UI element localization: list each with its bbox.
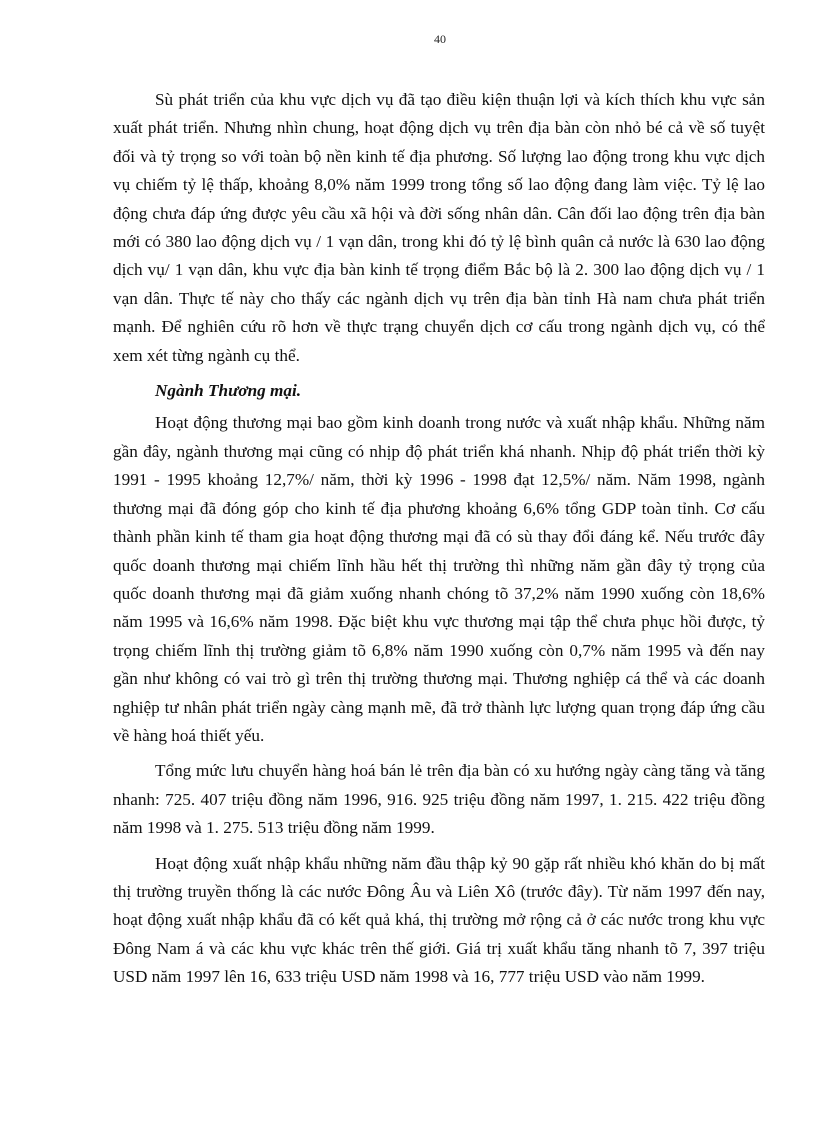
paragraph-service-sector-overview: Sù phát triển của khu vực dịch vụ đã tạo điều kiện thuận lợi và kích thích khu vực sản xuất phát triển. Nhưng nhìn chung, hoạt động dịch vụ trên địa bàn còn nhỏ bé cả về số tuyệt đối và tỷ trọng so với toàn bộ nền kinh tế địa phương. Số lượng lao động trong khu vực dịch vụ chiếm tỷ lệ thấp, khoảng 8,0% năm 1999 trong tổng số lao động đang làm việc. Tỷ lệ lao động chưa đáp ứng được yêu cầu xã hội và đời sống nhân dân. Cân đối lao động trên địa bàn mới có 380 lao động dịch vụ / 1 vạn dân, trong khi đó tỷ lệ bình quân cả nước là 630 lao động dịch vụ/ 1 vạn dân, khu vực địa bàn kinh tế trọng điểm Bắc bộ là 2. 300 lao động dịch vụ / 1 vạn dân. Thực tế này cho thấy các ngành dịch vụ trên địa bàn tỉnh Hà nam chưa phát triển mạnh. Để nghiên cứu rõ hơn về thực trạng chuyển dịch cơ cấu trong ngành dịch vụ, có thể xem xét từng ngành cụ thể. — [113, 90, 765, 365]
paragraph-import-export: Hoạt động xuất nhập khẩu những năm đầu thập kỷ 90 gặp rất nhiều khó khăn do bị mất thị trường truyền thống là các nước Đông Âu và Liên Xô (trước đây). Từ năm 1997 đến nay, hoạt động xuất nhập khẩu đã có kết quả khá, thị trường mở rộng cả ở các nước trong khu vực Đông Nam á và các khu vực khác trên thế giới. Giá trị xuất khẩu tăng nhanh tõ 7, 397 triệu USD năm 1997 lên 16, 633 triệu USD năm 1998 và 16, 777 triệu USD vào năm 1999. — [113, 853, 765, 987]
paragraph-retail-turnover: Tổng mức lưu chuyển hàng hoá bán lẻ trên địa bàn có xu hướng ngày càng tăng và tăng nhanh: 725. 407 triệu đồng năm 1996, 916. 925 triệu đồng năm 1997, 1. 215. 422 triệu đồng năm 1998 và 1. 275. 513 triệu đồng năm 1999. — [113, 761, 765, 838]
page-number: 40 — [434, 32, 446, 46]
section-heading-commerce: Ngành Thương mại. — [155, 381, 302, 401]
paragraph-commerce-activity: Hoạt động thương mại bao gồm kinh doanh trong nước và xuất nhập khẩu. Những năm gần đây, ngành thương mại cũng có nhịp độ phát triển khá nhanh. Nhịp độ phát triển thời kỳ 1991 - 1995 khoảng 12,7%/ năm, thời kỳ 1996 - 1998 đạt 12,5%/ năm. Năm 1998, ngành thương mại đã đóng góp cho kinh tế địa phương khoảng 6,6% tổng GDP toàn tỉnh. Cơ cấu thành phần kinh tế tham gia hoạt động thương mại đã có sù thay đổi đáng kể. Nếu trước đây quốc doanh thương mại chiếm lĩnh hầu hết thị trường thì những năm gần đây tỷ trọng của quốc doanh thương mại đã giảm xuống nhanh chóng tõ 37,2% năm 1990 xuống còn 18,6% năm 1995 và 16,6% năm 1998. Đặc biệt khu vực thương mại tập thể chưa phục hồi được, tỷ trọng chiếm lĩnh thị trường giảm tõ 6,8% năm 1990 xuống còn 0,7% năm 1995 và đến nay gần như không có vai trò gì trên thị trường thương mại. Thương nghiệp cá thể và các doanh nghiệp tư nhân phát triển ngày càng mạnh mẽ, đã trở thành lực lượng quan trọng đáp ứng cầu về hàng hoá thiết yếu. — [113, 413, 765, 745]
document-body — [113, 86, 765, 999]
